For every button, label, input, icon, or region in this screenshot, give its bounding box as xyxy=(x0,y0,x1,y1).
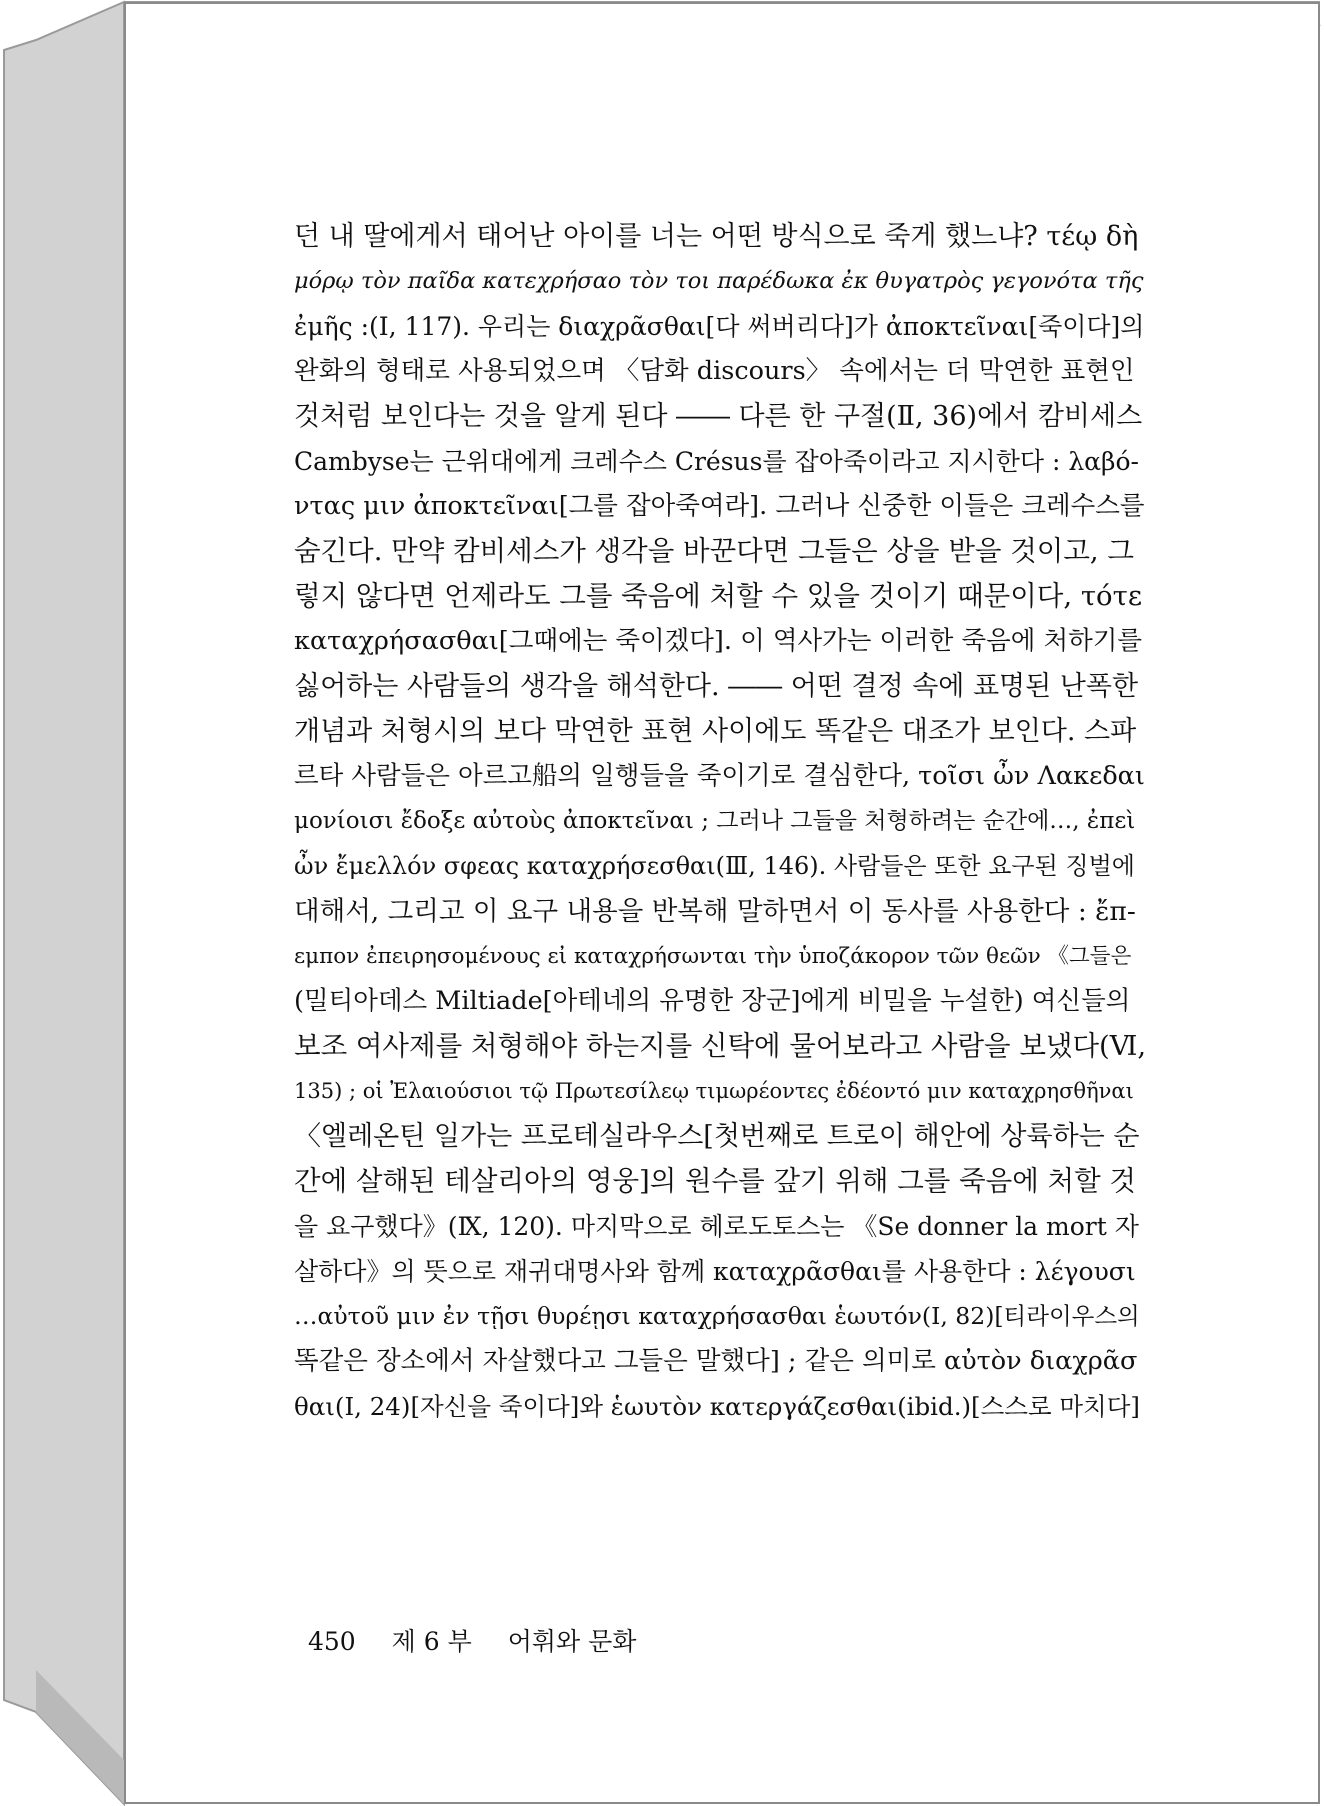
text-line: 보조 여사제를 처형해야 하는지를 신탁에 물어보라고 사람을 보냈다(Ⅵ, xyxy=(294,1030,1146,1062)
text-line: μονίοισι ἔδοξε αὐτοὺς ἀποκτεῖναι ; 그러나 그들을 처형하려는 순간에…, ἐπεὶ xyxy=(294,808,1136,834)
text-line: 135) ; οἱ Ἐλαιούσιοι τῷ Πρωτεσίλεῳ τιμωρέοντες ἐδέοντό μιν καταχρησθῆναι xyxy=(294,1079,1134,1103)
text-line: 개념과 처형시의 보다 막연한 표현 사이에도 똑같은 대조가 보인다. 스파 xyxy=(294,716,1137,747)
text-line: 싫어하는 사람들의 생각을 해석한다. ―― 어떤 결정 속에 표명된 난폭한 xyxy=(294,671,1139,702)
page-body-text xyxy=(294,214,1146,1429)
text-line: 완화의 형태로 사용되었으며 〈담화 discours〉 속에서는 더 막연한 표현인 xyxy=(294,356,1135,386)
text-line: 똑같은 장소에서 자살했다고 그들은 말했다] ; 같은 의미로 αὐτὸν διαχρᾶσ xyxy=(294,1346,1138,1376)
text-line: καταχρήσασθαι[그때에는 죽이겠다]. 이 역사가는 이러한 죽음에 처하기를 xyxy=(294,626,1143,656)
text-line: (밀티아데스 Miltiade[아테네의 유명한 장군]에게 비밀을 누설한) 여신들의 xyxy=(294,986,1131,1016)
text-line: θαι(Ⅰ, 24)[자신을 죽이다]와 ἑωυτὸν κατεργάζεσθαι(ibid.)[스스로 마치다] xyxy=(294,1392,1140,1421)
part-label: 제 6 부 xyxy=(391,1627,472,1656)
text-line: 간에 살해된 테살리아의 영웅]의 원수를 갚기 위해 그를 죽음에 처할 것 xyxy=(294,1165,1136,1197)
text-line: ἐμῆς :(Ⅰ, 117). 우리는 διαχρᾶσθαι[다 써버리다]가 ἀποκτεῖναι[죽이다]의 xyxy=(294,312,1145,341)
text-line: 대해서, 그리고 이 요구 내용을 반복해 말하면서 이 동사를 사용한다 : ἔπ- xyxy=(294,896,1136,927)
section-title: 어휘와 문화 xyxy=(507,1627,637,1656)
text-line: 숨긴다. 만약 캄비세스가 생각을 바꾼다면 그들은 상을 받을 것이고, 그 xyxy=(294,535,1134,567)
page-number: 450 xyxy=(308,1627,356,1656)
text-line: Cambyse는 근위대에게 크레수스 Crésus를 잡아죽이라고 지시한다 : λαβό- xyxy=(294,447,1140,476)
text-line: 렇지 않다면 언제라도 그를 죽음에 처할 수 있을 것이기 때문이다, τότε xyxy=(294,580,1143,612)
text-line: 것처럼 보인다는 것을 알게 된다 ―― 다른 한 구절(Ⅱ, 36)에서 캄비세스 xyxy=(294,401,1143,432)
text-line: ντας μιν ἀποκτεῖναι[그를 잡아죽여라]. 그러나 신중한 이들은 크레수스를 xyxy=(294,491,1145,521)
text-line: 던 내 딸에게서 태어난 아이를 너는 어떤 방식으로 죽게 했느냐? τέῳ δὴ xyxy=(294,221,1139,252)
spine-side xyxy=(4,2,124,1804)
text-line: 살하다》의 뜻으로 재귀대명사와 함께 καταχρᾶσθαι를 사용한다 : λέγουσι xyxy=(294,1257,1136,1286)
text-line: 을 요구했다》(Ⅸ, 120). 마지막으로 헤로도토스는 《Se donner la mort 자 xyxy=(294,1212,1139,1241)
text-line: εμπον ἐπειρησομένους εἰ καταχρήσωνται τὴν ὑποζάκορον τῶν θεῶν 《그들은 xyxy=(294,944,1132,969)
page-footer xyxy=(308,1622,664,1658)
text-line: ὦν ἔμελλόν σφεας καταχρήσεσθαι(Ⅲ, 146). 사람들은 또한 요구된 징벌에 xyxy=(294,852,1135,880)
text-line: 르타 사람들은 아르고船의 일행들을 죽이기로 결심한다, τοῖσι ὦν Λακεδαι xyxy=(294,761,1145,791)
text-line: …αὐτοῦ μιν ἐν τῇσι θυρέῃσι καταχρήσασθαι ἑωυτόν(Ⅰ, 82)[티라이우스의 xyxy=(294,1302,1140,1330)
text-line: 〈엘레온틴 일가는 프로테실라우스[첫번째로 트로이 해안에 상륙하는 순 xyxy=(294,1121,1140,1152)
text-line: μόρῳ τὸν παῖδα κατεχρήσαο τὸν τοι παρέδωκα ἐκ θυγατρὸς γεγονότα τῆς xyxy=(294,268,1144,294)
